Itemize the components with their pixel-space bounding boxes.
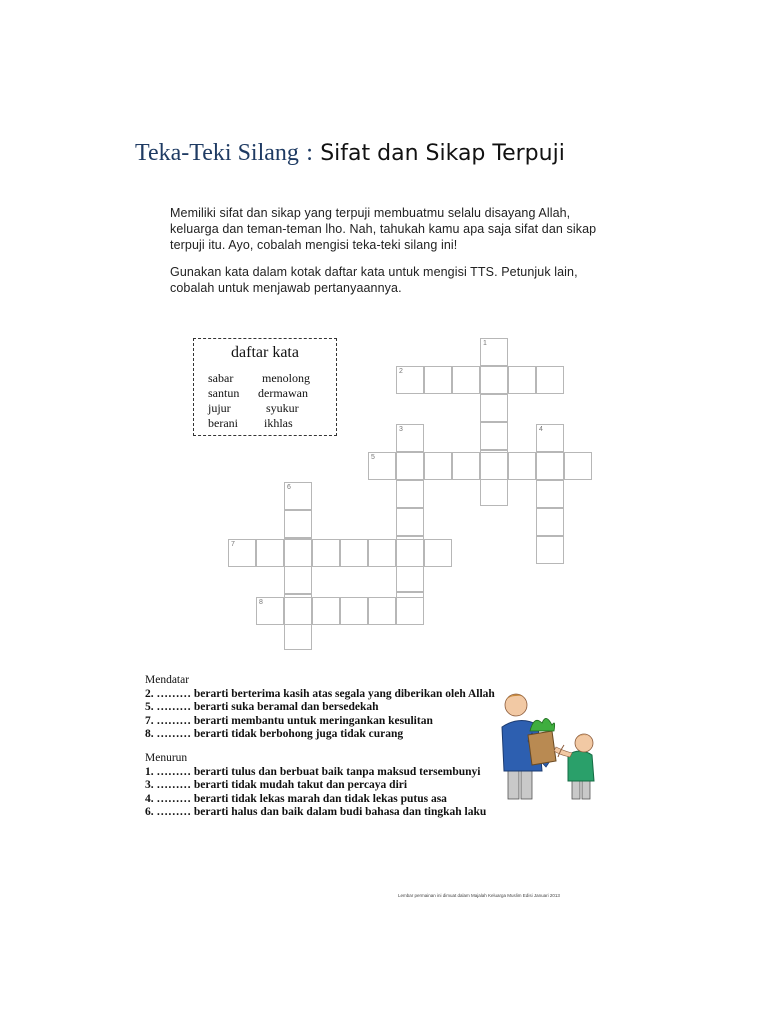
- word-list-item: menolong: [262, 371, 310, 385]
- crossword-cell[interactable]: [452, 366, 480, 394]
- crossword-clue-number: 7: [231, 541, 235, 548]
- crossword-cell[interactable]: [536, 480, 564, 508]
- word-list-item: dermawan: [258, 386, 308, 400]
- clues-across-title: Mendatar: [145, 674, 190, 686]
- crossword-cell[interactable]: [480, 394, 508, 422]
- crossword-cell[interactable]: [340, 597, 368, 625]
- crossword-cell[interactable]: [424, 539, 452, 567]
- clues-down-title: Menurun: [145, 752, 188, 764]
- crossword-cell[interactable]: [284, 597, 312, 625]
- crossword-cell[interactable]: [536, 536, 564, 564]
- intro-paragraph-1: Memiliki sifat dan sikap yang terpuji membuatmu selalu disayang Allah, keluarga dan teman-teman lho. Nah, tahukah kamu apa saja sifat dan sikap terpuji itu. Ayo, cobalah mengisi teka-teki silang ini!: [170, 206, 597, 252]
- crossword-clue-number: 6: [287, 484, 291, 491]
- clue-down-item: 3. ……… berarti tidak mudah takut dan percaya diri: [145, 779, 408, 791]
- crossword-cell[interactable]: [396, 564, 424, 592]
- word-list-item: berani: [208, 416, 238, 430]
- title-part2: Sifat dan Sikap Terpuji: [320, 141, 565, 166]
- crossword-cell[interactable]: [480, 478, 508, 506]
- crossword-cell[interactable]: [536, 508, 564, 536]
- crossword-cell[interactable]: [284, 482, 312, 510]
- clue-across-item: 5. ……… berarti suka beramal dan bersedekah: [145, 701, 379, 713]
- crossword-cell[interactable]: [368, 597, 396, 625]
- crossword-cell[interactable]: [424, 452, 452, 480]
- crossword-clue-number: 8: [259, 599, 263, 606]
- crossword-cell[interactable]: [536, 366, 564, 394]
- crossword-cell[interactable]: [228, 539, 256, 567]
- crossword-clue-number: 2: [399, 368, 403, 375]
- crossword-cell[interactable]: [564, 452, 592, 480]
- word-list-item: ikhlas: [264, 416, 293, 430]
- crossword-cell[interactable]: [452, 452, 480, 480]
- crossword-clue-number: 5: [371, 454, 375, 461]
- crossword-cell[interactable]: [312, 539, 340, 567]
- crossword-cell[interactable]: [284, 539, 312, 567]
- crossword-cell[interactable]: [256, 539, 284, 567]
- crossword-clue-number: 1: [483, 340, 487, 347]
- crossword-cell[interactable]: [480, 452, 508, 480]
- crossword-cell[interactable]: [284, 510, 312, 538]
- crossword-cell[interactable]: [256, 597, 284, 625]
- crossword-cell[interactable]: [284, 622, 312, 650]
- crossword-cell[interactable]: [536, 452, 564, 480]
- crossword-cell[interactable]: [480, 422, 508, 450]
- title-part1: Teka-Teki Silang: [135, 140, 299, 166]
- crossword-cell[interactable]: [368, 452, 396, 480]
- crossword-cell[interactable]: [396, 366, 424, 394]
- crossword-cell[interactable]: [480, 366, 508, 394]
- clue-down-item: 6. ……… berarti halus dan baik dalam budi bahasa dan tingkah laku: [145, 806, 487, 818]
- footnote: Lembar permainan ini dimuat dalam Majalah Keluarga Muslim Edisi Januari 2013: [398, 893, 560, 898]
- clues-down: [145, 752, 486, 820]
- word-list-item: syukur: [266, 401, 299, 415]
- crossword-cell[interactable]: [396, 424, 424, 452]
- crossword-cell[interactable]: [368, 539, 396, 567]
- word-list-item: sabar: [208, 371, 234, 385]
- crossword-cell[interactable]: [396, 508, 424, 536]
- crossword-cell[interactable]: [508, 452, 536, 480]
- crossword-cell[interactable]: [396, 539, 424, 567]
- crossword-cell[interactable]: [396, 480, 424, 508]
- word-list-item: santun: [208, 386, 240, 400]
- clue-down-item: 4. ……… berarti tidak lekas marah dan tidak lekas putus asa: [145, 792, 447, 805]
- crossword-cell[interactable]: [396, 597, 424, 625]
- crossword-cell[interactable]: [480, 338, 508, 366]
- clue-across-item: 7. ……… berarti membantu untuk meringankan kesulitan: [145, 714, 433, 727]
- word-list-item: jujur: [208, 401, 231, 415]
- crossword-cell[interactable]: [284, 566, 312, 594]
- crossword-cell[interactable]: [536, 424, 564, 452]
- crossword-cell[interactable]: [340, 539, 368, 567]
- intro-paragraph-2: Gunakan kata dalam kotak daftar kata untuk mengisi TTS. Petunjuk lain, cobalah untuk menjawab pertanyaannya.: [170, 265, 578, 295]
- crossword-cell[interactable]: [508, 366, 536, 394]
- crossword-cell[interactable]: [396, 452, 424, 480]
- crossword-clue-number: 3: [399, 426, 403, 433]
- clue-across-item: 8. ……… berarti tidak berbohong juga tidak curang: [145, 728, 404, 740]
- crossword-clue-number: 4: [539, 426, 543, 433]
- title-separator: :: [306, 140, 313, 166]
- crossword-cell[interactable]: [312, 597, 340, 625]
- clue-across-item: 2. ……… berarti berterima kasih atas segala yang diberikan oleh Allah: [145, 687, 495, 700]
- clue-down-item: 1. ……… berarti tulus dan berbuat baik tanpa maksud tersembunyi: [145, 765, 481, 778]
- illustration-father-child: [492, 685, 610, 803]
- father-child-illustration-icon: [492, 685, 610, 803]
- crossword-cell[interactable]: [424, 366, 452, 394]
- word-list-title: daftar kata: [231, 344, 299, 361]
- clues-across: [145, 674, 495, 742]
